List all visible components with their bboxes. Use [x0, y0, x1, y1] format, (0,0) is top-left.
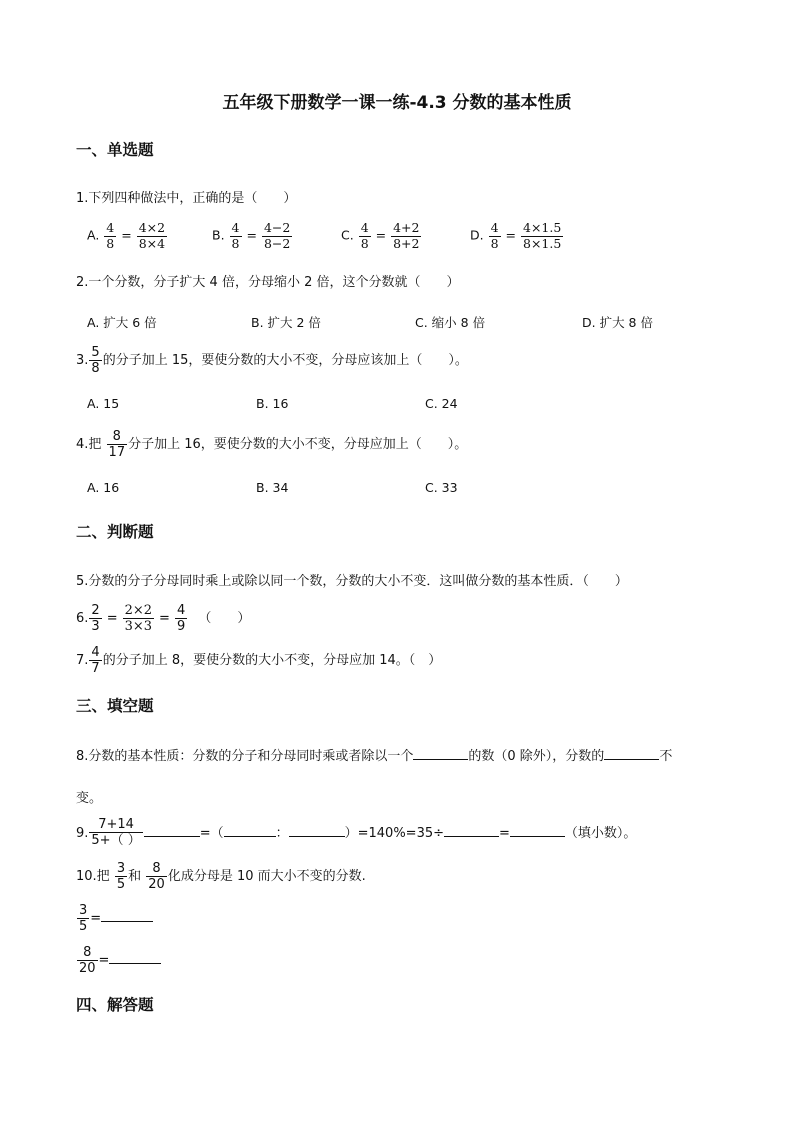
question-1-option-b: B. $\frac{4}{8}$ = $\frac{4-2}{8-2}$ [212, 220, 291, 251]
question-3-option-c: C. 24 [425, 396, 458, 411]
answer-blank[interactable] [101, 920, 153, 922]
question-4-option-b: B. 34 [256, 480, 289, 495]
question-4-option-a: A. 16 [87, 480, 120, 495]
fraction: $\frac{8}{20}$ [79, 945, 96, 976]
option-label: A. [87, 227, 100, 243]
question-10-answer-2: $\frac{8}{20}$ = [76, 946, 161, 975]
fraction: $\frac{5}{8}$ [91, 345, 100, 376]
section-heading-true-false: 二、判断题 [76, 523, 154, 541]
page-title: 五年级下册数学一课一练-4.3 分数的基本性质 [222, 93, 572, 113]
answer-blank[interactable] [510, 835, 565, 837]
fraction: $\frac{4+2}{8+2}$ [393, 220, 420, 251]
answer-blank[interactable] [109, 962, 161, 964]
answer-blank[interactable] [224, 835, 276, 837]
section-heading-solve: 四、解答题 [76, 996, 154, 1014]
fraction: $\frac{4}{8}$ [360, 220, 369, 251]
question-3-stem: 3. $\frac{5}{8}$ 的分子加上 15，要使分数的大小不变，分母应该加上（ ）。 [76, 345, 468, 376]
fraction: $\frac{8}{17}$ [108, 429, 126, 460]
question-1-option-d: D. $\frac{4}{8}$ = $\frac{4\times 1.5}{8\times 1.5}$ [470, 220, 562, 251]
fraction: $\frac{7+14}{5+( )}$ [91, 817, 141, 848]
section-heading-fill-blank: 三、填空题 [76, 697, 154, 715]
fraction: $\frac{4-2}{8-2}$ [263, 220, 291, 251]
question-8-stem: 8.分数的基本性质：分数的分子和分母同时乘或者除以一个 的数（0 除外），分数的 不 [76, 749, 673, 764]
question-5-stem: 5.分数的分子分母同时乘上或除以同一个数，分数的大小不变．这叫做分数的基本性质．（ ） [76, 574, 628, 589]
question-2-stem: 2.一个分数，分子扩大 4 倍，分母缩小 2 倍，这个分数就（ ） [76, 275, 460, 290]
option-label: C. [341, 227, 354, 243]
question-6-stem: 6. $\frac{2}{3}$ = $\frac{2\times 2}{3\times 3}$ = $\frac{4}{9}$ （ ） [76, 603, 251, 634]
fraction: $\frac{4\times 2}{8\times 4}$ [138, 220, 166, 251]
question-3-option-b: B. 16 [256, 396, 289, 411]
question-2-option-b: B. 扩大 2 倍 [251, 315, 321, 330]
fraction: $\frac{4\times 1.5}{8\times 1.5}$ [523, 220, 562, 251]
question-1-option-c: C. $\frac{4}{8}$ = $\frac{4+2}{8+2}$ [341, 220, 420, 251]
question-10-answer-1: $\frac{3}{5}$ = [76, 904, 153, 933]
answer-blank[interactable] [289, 835, 345, 837]
fraction: $\frac{4}{9}$ [176, 603, 186, 634]
question-3-option-a: A. 15 [87, 396, 120, 411]
question-4-option-c: C. 33 [425, 480, 458, 495]
fraction: $\frac{8}{20}$ [148, 861, 165, 892]
question-1-option-a: A. $\frac{4}{8}$ = $\frac{4\times 2}{8\times 4}$ [87, 220, 166, 251]
question-2-option-d: D. 扩大 8 倍 [582, 315, 653, 330]
question-1-stem: 1.下列四种做法中，正确的是（ ） [76, 191, 297, 206]
question-7-stem: 7. $\frac{4}{7}$ 的分子加上 8，要使分数的大小不变，分母应加 14。（ ） [76, 645, 442, 676]
fraction: $\frac{2\times 2}{3\times 3}$ [124, 603, 153, 634]
fraction: $\frac{4}{7}$ [91, 645, 100, 676]
answer-blank[interactable] [444, 835, 499, 837]
fraction: $\frac{4}{8}$ [231, 220, 240, 251]
question-9-stem: 9. $\frac{7+14}{5+( )}$ =（ ： ）=140%=35÷ = （填小数）。 [76, 817, 637, 848]
section-heading-single-choice: 一、单选题 [76, 141, 154, 159]
fraction: $\frac{2}{3}$ [91, 603, 100, 634]
fraction: $\frac{4}{8}$ [106, 220, 115, 251]
answer-blank[interactable] [604, 758, 659, 760]
question-8-stem-continued: 变。 [76, 791, 103, 806]
option-label: D. [470, 227, 484, 243]
question-4-stem: 4.把 $\frac{8}{17}$ 分子加上 16，要使分数的大小不变，分母应加上（ ）。 [76, 429, 468, 460]
fraction: $\frac{4}{8}$ [490, 220, 499, 251]
answer-blank[interactable] [413, 758, 468, 760]
fraction: $\frac{3}{5}$ [116, 861, 126, 892]
fraction: $\frac{3}{5}$ [79, 903, 88, 934]
option-label: B. [212, 227, 225, 243]
question-10-stem: 10.把 $\frac{3}{5}$ 和 $\frac{8}{20}$ 化成分母是 10 而大小不变的分数. [76, 861, 366, 892]
question-2-option-a: A. 扩大 6 倍 [87, 315, 157, 330]
question-2-option-c: C. 缩小 8 倍 [415, 315, 486, 330]
answer-blank[interactable] [144, 835, 200, 837]
